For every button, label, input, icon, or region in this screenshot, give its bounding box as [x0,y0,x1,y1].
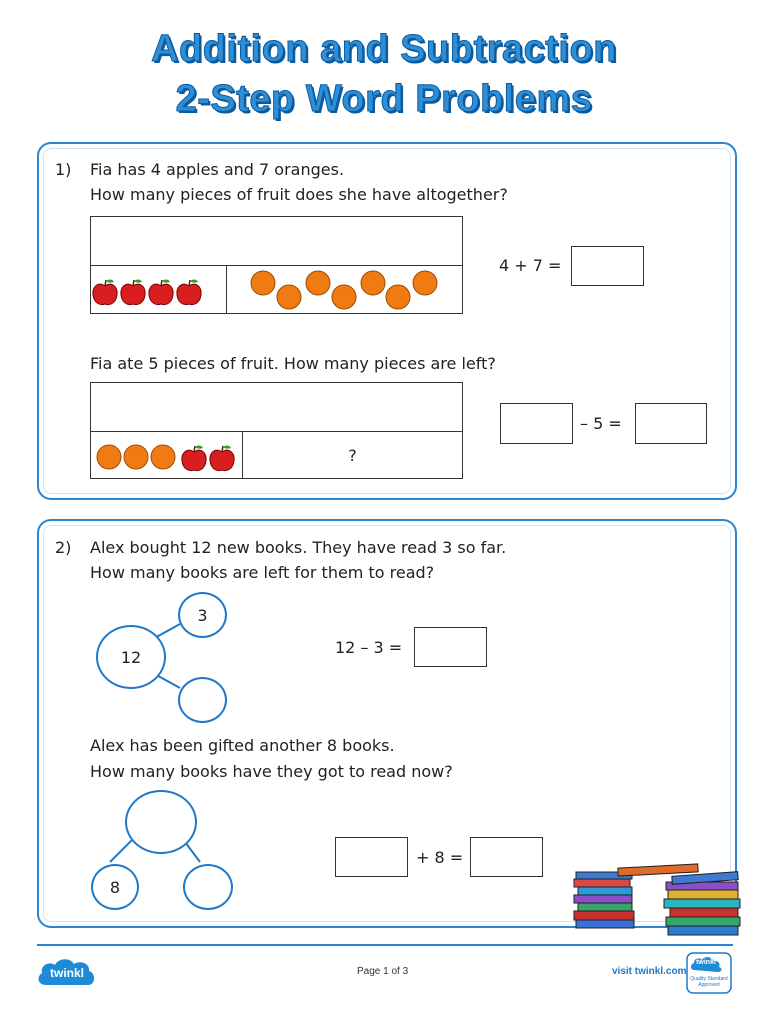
unknown-mark: ? [348,445,357,465]
question-2-part2-line2: How many books have they got to read now? [90,762,453,781]
part-circle-empty[interactable] [178,677,227,723]
quality-badge [686,952,732,994]
question-1-line1: Fia has 4 apples and 7 oranges. [90,160,345,179]
question-2-number: 2) [55,538,72,557]
part-circle-3 [178,592,227,638]
q1-equation-1-text: 4 + 7 = [499,256,562,275]
footer-divider [37,944,733,946]
q2-equation-2-text: + 8 = [416,848,464,867]
question-1-number: 1) [55,160,72,179]
q2-answer-box-2[interactable] [335,837,408,877]
books-stack-icon [568,860,748,940]
whole-circle-empty[interactable] [125,790,197,854]
page-number: Page 1 of 3 [357,966,409,977]
worksheet-title-line2: 2-Step Word Problems [175,78,593,120]
question-1-line2: How many pieces of fruit does she have altogether? [90,185,508,204]
whole-value: 12 [120,647,142,667]
part2-value: 8 [109,877,121,897]
question-2-part2-line1: Alex has been gifted another 8 books. [90,736,395,755]
question-2-line1: Alex bought 12 new books. They have read 3 so far. [90,538,507,557]
question-1-part2-text: Fia ate 5 pieces of fruit. How many pieces are left? [90,354,496,373]
logo-brand-text: twinkl [49,966,84,980]
q1-equation-2-text: – 5 = [580,414,622,433]
q2-answer-box-3[interactable] [470,837,543,877]
question-2-line2: How many books are left for them to read? [90,563,435,582]
badge-text: Quality Standard Approved [690,976,728,988]
visit-link[interactable]: visit twinkl.com [612,966,687,977]
q2-answer-box-1[interactable] [414,627,487,667]
part-circle-8 [91,864,139,910]
whole-circle-12 [96,625,166,689]
part-value: 3 [197,605,208,625]
worksheet-title-line1: Addition and Subtraction [151,28,617,70]
part-circle-empty-2[interactable] [183,864,233,910]
badge-brand: twinkl [696,959,716,966]
twinkl-logo[interactable] [36,955,98,989]
q2-equation-1-text: 12 – 3 = [335,638,403,657]
